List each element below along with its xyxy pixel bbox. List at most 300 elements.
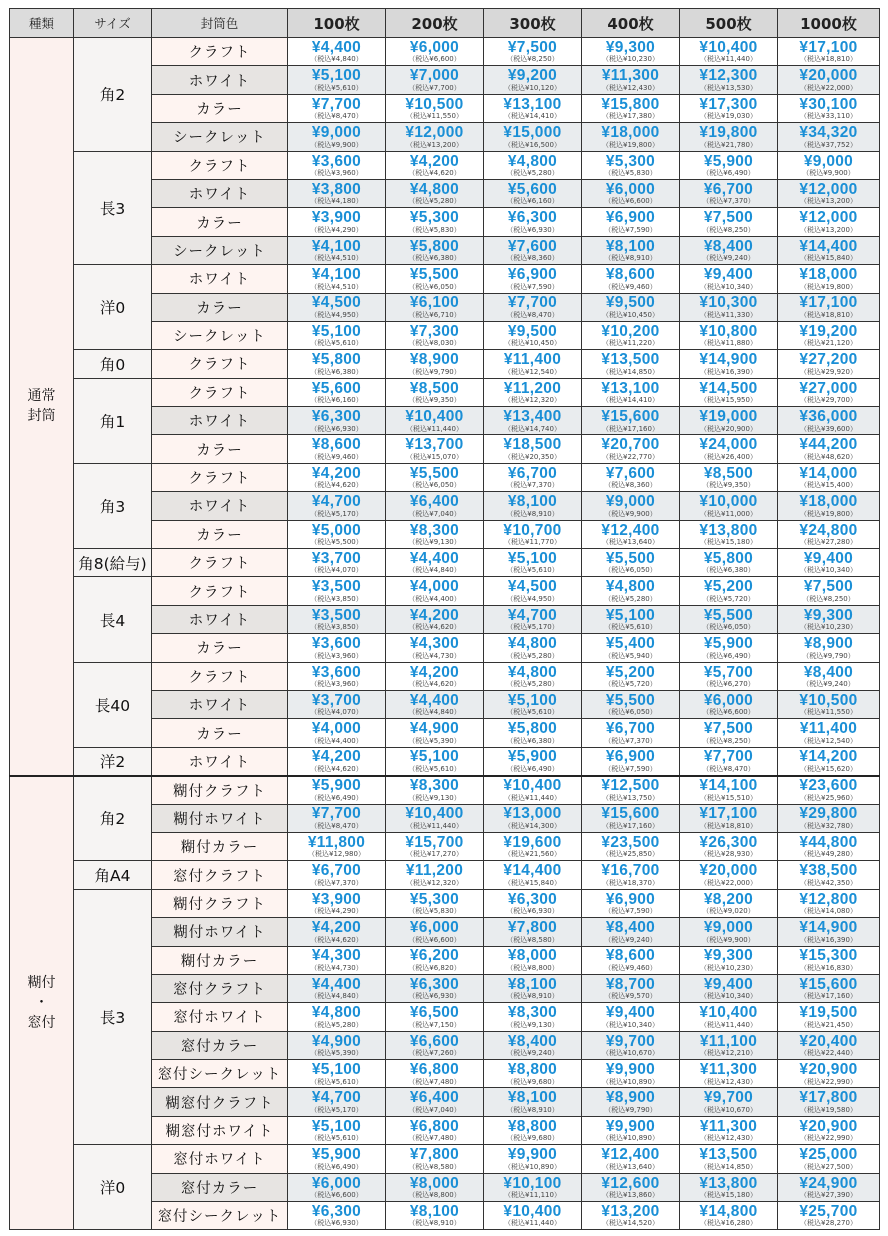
price-cell bbox=[582, 861, 680, 889]
price-tax-included bbox=[582, 1022, 679, 1029]
price-tax-included bbox=[484, 880, 581, 887]
tax-value: ¥9,460 bbox=[331, 452, 356, 461]
price-value: ¥27,200 bbox=[799, 351, 858, 369]
price-value: ¥20,000 bbox=[699, 862, 758, 880]
tax-suffix: ） bbox=[355, 623, 363, 632]
tax-suffix: ） bbox=[453, 1077, 461, 1086]
tax-prefix: （税込 bbox=[310, 1077, 332, 1086]
price-tax-included bbox=[484, 1135, 581, 1142]
price-cell bbox=[386, 577, 484, 605]
price-cell bbox=[680, 918, 778, 946]
price-tax-included bbox=[582, 766, 679, 773]
price-tax-included bbox=[680, 1050, 777, 1057]
tax-value: ¥5,280 bbox=[625, 594, 650, 603]
tax-prefix: （税込 bbox=[604, 963, 626, 972]
price-tax-included bbox=[484, 85, 581, 92]
tax-prefix: （税込 bbox=[310, 1049, 332, 1058]
price-tax-included bbox=[582, 255, 679, 262]
price-cell bbox=[386, 549, 484, 577]
tax-suffix: ） bbox=[355, 339, 363, 348]
price-value: ¥7,600 bbox=[507, 237, 558, 255]
tax-suffix: ） bbox=[453, 623, 461, 632]
price-value: ¥5,200 bbox=[703, 578, 754, 596]
price-value: ¥12,400 bbox=[601, 1146, 660, 1164]
tax-prefix: （税込 bbox=[310, 538, 332, 547]
price-value: ¥4,200 bbox=[409, 606, 460, 624]
tax-prefix: （税込 bbox=[504, 83, 526, 92]
price-cell bbox=[582, 265, 680, 293]
tax-suffix: ） bbox=[551, 736, 559, 745]
price-tax-included bbox=[386, 1079, 483, 1086]
price-value: ¥13,100 bbox=[601, 379, 660, 397]
tax-prefix: （税込 bbox=[310, 708, 332, 717]
tax-value: ¥7,590 bbox=[625, 225, 650, 234]
table-row bbox=[10, 747, 880, 775]
tax-prefix: （税込 bbox=[602, 878, 624, 887]
price-value: ¥10,400 bbox=[503, 777, 562, 795]
tax-suffix: ） bbox=[749, 83, 757, 92]
tax-suffix: ） bbox=[649, 197, 657, 206]
price-cell bbox=[288, 1173, 386, 1201]
price-value: ¥44,800 bbox=[799, 833, 858, 851]
tax-suffix: ） bbox=[453, 310, 461, 319]
tax-prefix: （税込 bbox=[700, 282, 722, 291]
price-tax-included bbox=[484, 284, 581, 291]
tax-value: ¥8,470 bbox=[527, 310, 552, 319]
price-table bbox=[9, 8, 880, 1230]
table-row bbox=[10, 1145, 880, 1173]
tax-value: ¥4,510 bbox=[331, 254, 356, 263]
price-tax-included bbox=[288, 567, 385, 574]
price-cell bbox=[386, 407, 484, 435]
price-cell bbox=[778, 38, 880, 66]
price-tax-included bbox=[386, 880, 483, 887]
price-cell bbox=[288, 577, 386, 605]
price-tax-included bbox=[582, 851, 679, 858]
price-value: ¥17,100 bbox=[799, 294, 858, 312]
tax-suffix: ） bbox=[747, 169, 755, 177]
tax-value: ¥11,440 bbox=[427, 821, 456, 830]
price-value: ¥11,300 bbox=[699, 1117, 758, 1135]
price-tax-included bbox=[582, 511, 679, 518]
price-tax-included bbox=[484, 681, 581, 688]
tax-suffix: ） bbox=[849, 1191, 857, 1200]
price-cell bbox=[680, 690, 778, 718]
tax-prefix: （税込 bbox=[506, 992, 528, 1001]
tax-prefix: （税込 bbox=[506, 680, 528, 689]
price-value: ¥20,400 bbox=[799, 1032, 858, 1050]
price-tax-included bbox=[386, 1220, 483, 1227]
tax-suffix: ） bbox=[355, 367, 363, 376]
tax-prefix: （税込 bbox=[408, 509, 430, 518]
price-value: ¥14,500 bbox=[699, 379, 758, 397]
envelope-color-cell: ホワイト bbox=[152, 690, 288, 718]
tax-prefix: （税込 bbox=[604, 623, 626, 632]
tax-suffix: ） bbox=[455, 452, 463, 461]
price-tax-included bbox=[484, 1107, 581, 1114]
tax-value: ¥5,280 bbox=[527, 651, 552, 660]
price-value: ¥14,100 bbox=[699, 777, 758, 795]
price-tax-included bbox=[778, 766, 879, 773]
tax-value: ¥3,960 bbox=[331, 680, 356, 689]
tax-prefix: （税込 bbox=[602, 339, 624, 348]
price-tax-included bbox=[484, 624, 581, 631]
price-value: ¥36,000 bbox=[799, 408, 858, 426]
price-cell bbox=[582, 776, 680, 804]
price-cell bbox=[386, 208, 484, 236]
price-cell bbox=[582, 1202, 680, 1230]
tax-value: ¥13,640 bbox=[623, 538, 652, 547]
price-cell bbox=[288, 832, 386, 860]
tax-prefix: （税込 bbox=[602, 1162, 624, 1171]
price-value: ¥15,600 bbox=[601, 408, 660, 426]
price-tax-included bbox=[680, 766, 777, 773]
tax-value: ¥13,200 bbox=[427, 140, 456, 149]
price-tax-included bbox=[680, 795, 777, 802]
price-value: ¥3,500 bbox=[311, 606, 362, 624]
price-value: ¥10,400 bbox=[699, 38, 758, 56]
tax-value: ¥48,620 bbox=[821, 452, 850, 461]
tax-value: ¥9,130 bbox=[527, 1020, 552, 1029]
price-cell bbox=[484, 350, 582, 378]
tax-suffix: ） bbox=[849, 878, 857, 887]
tax-value: ¥25,960 bbox=[821, 793, 850, 802]
price-cell bbox=[582, 179, 680, 207]
tax-prefix: （税込 bbox=[308, 850, 330, 859]
price-cell bbox=[778, 293, 880, 321]
tax-prefix: （税込 bbox=[408, 680, 430, 689]
tax-value: ¥6,380 bbox=[527, 736, 552, 745]
tax-suffix: ） bbox=[355, 1134, 363, 1143]
tax-prefix: （税込 bbox=[702, 651, 724, 660]
tax-suffix: ） bbox=[849, 140, 857, 149]
price-tax-included bbox=[582, 198, 679, 205]
tax-value: ¥14,410 bbox=[525, 112, 554, 121]
price-value: ¥7,700 bbox=[703, 748, 754, 766]
envelope-color-cell: 窓付カラー bbox=[152, 1031, 288, 1059]
price-tax-included bbox=[288, 340, 385, 347]
tax-value: ¥6,160 bbox=[527, 197, 552, 206]
price-cell bbox=[778, 690, 880, 718]
price-value: ¥5,100 bbox=[311, 67, 362, 85]
price-cell bbox=[778, 151, 880, 179]
price-cell bbox=[288, 974, 386, 1002]
size-cell: 角A4 bbox=[74, 861, 152, 889]
price-value: ¥20,000 bbox=[799, 67, 858, 85]
price-tax-included bbox=[680, 1220, 777, 1227]
tax-prefix: （税込 bbox=[800, 509, 822, 518]
tax-suffix: ） bbox=[455, 850, 463, 859]
tax-value: ¥6,380 bbox=[429, 254, 454, 263]
tax-prefix: （税込 bbox=[310, 566, 332, 575]
price-cell bbox=[680, 492, 778, 520]
price-tax-included bbox=[288, 596, 385, 603]
tax-suffix: ） bbox=[649, 764, 657, 773]
price-cell bbox=[582, 208, 680, 236]
tax-value: ¥6,160 bbox=[331, 396, 356, 405]
price-cell bbox=[484, 974, 582, 1002]
price-cell bbox=[484, 66, 582, 94]
price-cell bbox=[582, 350, 680, 378]
price-tax-included bbox=[386, 653, 483, 660]
price-cell bbox=[582, 236, 680, 264]
price-tax-included bbox=[484, 937, 581, 944]
tax-prefix: （税込 bbox=[406, 452, 428, 461]
price-cell bbox=[582, 605, 680, 633]
price-value: ¥17,800 bbox=[799, 1089, 858, 1107]
tax-prefix: （税込 bbox=[310, 481, 332, 490]
tax-value: ¥8,030 bbox=[429, 339, 454, 348]
price-tax-included bbox=[288, 937, 385, 944]
tax-value: ¥4,620 bbox=[331, 764, 356, 773]
tax-prefix: （税込 bbox=[504, 367, 526, 376]
price-tax-included bbox=[582, 993, 679, 1000]
tax-prefix: （税込 bbox=[700, 1020, 722, 1029]
tax-suffix: ） bbox=[651, 1162, 659, 1171]
tax-value: ¥6,600 bbox=[429, 55, 454, 64]
tax-value: ¥5,390 bbox=[429, 736, 454, 745]
price-value: ¥4,800 bbox=[507, 663, 558, 681]
price-tax-included bbox=[778, 170, 879, 177]
tax-prefix: （税込 bbox=[800, 424, 822, 433]
tax-suffix: ） bbox=[749, 1162, 757, 1171]
price-cell bbox=[484, 549, 582, 577]
price-tax-included bbox=[288, 1135, 385, 1142]
tax-value: ¥3,850 bbox=[331, 594, 356, 603]
price-value: ¥6,300 bbox=[507, 890, 558, 908]
tax-prefix: （税込 bbox=[602, 310, 624, 319]
tax-value: ¥22,990 bbox=[821, 1077, 850, 1086]
price-value: ¥5,100 bbox=[409, 748, 460, 766]
tax-suffix: ） bbox=[551, 680, 559, 689]
price-cell bbox=[680, 321, 778, 349]
tax-prefix: （税込 bbox=[408, 310, 430, 319]
tax-prefix: （税込 bbox=[310, 310, 332, 319]
tax-prefix: （税込 bbox=[310, 907, 332, 916]
price-tax-included bbox=[288, 1164, 385, 1171]
tax-value: ¥10,120 bbox=[525, 83, 554, 92]
price-value: ¥11,300 bbox=[699, 1061, 758, 1078]
price-value: ¥4,200 bbox=[409, 152, 460, 170]
price-cell bbox=[778, 208, 880, 236]
price-tax-included bbox=[582, 681, 679, 688]
tax-prefix: （税込 bbox=[800, 481, 822, 490]
price-tax-included bbox=[288, 56, 385, 63]
price-value: ¥5,100 bbox=[507, 691, 558, 709]
tax-value: ¥13,750 bbox=[623, 793, 652, 802]
price-value: ¥13,800 bbox=[699, 1174, 758, 1192]
size-cell: 角1 bbox=[74, 378, 152, 463]
price-tax-included bbox=[288, 284, 385, 291]
price-cell bbox=[288, 690, 386, 718]
price-tax-included bbox=[288, 85, 385, 92]
price-cell bbox=[484, 151, 582, 179]
tax-value: ¥6,820 bbox=[429, 963, 454, 972]
price-tax-included bbox=[288, 198, 385, 205]
tax-prefix: （税込 bbox=[602, 1219, 624, 1228]
price-value: ¥4,500 bbox=[311, 294, 362, 312]
price-value: ¥6,500 bbox=[409, 1004, 460, 1022]
tax-value: ¥4,070 bbox=[331, 566, 356, 575]
tax-value: ¥8,250 bbox=[723, 736, 748, 745]
tax-prefix: （税込 bbox=[800, 736, 822, 745]
tax-prefix: （税込 bbox=[408, 566, 430, 575]
price-cell bbox=[778, 378, 880, 406]
tax-suffix: ） bbox=[749, 424, 757, 433]
tax-value: ¥25,850 bbox=[623, 850, 652, 859]
price-value: ¥7,700 bbox=[311, 805, 362, 823]
price-value: ¥14,400 bbox=[503, 862, 562, 880]
price-tax-included bbox=[288, 227, 385, 234]
tax-prefix: （税込 bbox=[602, 1134, 624, 1143]
price-tax-included bbox=[386, 539, 483, 546]
tax-value: ¥22,440 bbox=[821, 1049, 850, 1058]
price-value: ¥4,200 bbox=[311, 748, 362, 766]
tax-prefix: （税込 bbox=[506, 708, 528, 717]
tax-value: ¥7,480 bbox=[429, 1134, 454, 1143]
tax-suffix: ） bbox=[551, 310, 559, 319]
price-value: ¥4,400 bbox=[409, 691, 460, 709]
price-cell bbox=[386, 123, 484, 151]
tax-prefix: （税込 bbox=[310, 55, 332, 64]
tax-suffix: ） bbox=[355, 963, 363, 972]
price-value: ¥5,300 bbox=[409, 209, 460, 227]
price-tax-included bbox=[582, 454, 679, 461]
tax-suffix: ） bbox=[551, 708, 559, 717]
tax-suffix: ） bbox=[749, 509, 757, 518]
tax-suffix: ） bbox=[551, 935, 559, 944]
tax-prefix: （税込 bbox=[408, 1077, 430, 1086]
tax-prefix: （税込 bbox=[310, 935, 332, 944]
tax-prefix: （税込 bbox=[408, 651, 430, 660]
tax-prefix: （税込 bbox=[604, 282, 626, 291]
tax-prefix: （税込 bbox=[700, 112, 722, 121]
price-value: ¥9,000 bbox=[605, 493, 656, 511]
price-cell bbox=[288, 776, 386, 804]
tax-suffix: ） bbox=[849, 992, 857, 1001]
tax-value: ¥15,180 bbox=[721, 1191, 750, 1200]
price-tax-included bbox=[288, 653, 385, 660]
tax-suffix: ） bbox=[849, 764, 857, 773]
tax-suffix: ） bbox=[551, 481, 559, 490]
tax-prefix: （税込 bbox=[604, 736, 626, 745]
tax-suffix: ） bbox=[553, 396, 561, 405]
price-tax-included bbox=[484, 766, 581, 773]
price-tax-included bbox=[484, 312, 581, 319]
price-cell bbox=[386, 747, 484, 775]
tax-suffix: ） bbox=[355, 310, 363, 319]
price-cell bbox=[778, 605, 880, 633]
price-value: ¥19,500 bbox=[799, 1004, 858, 1022]
price-table-body bbox=[10, 38, 880, 1230]
price-value: ¥11,200 bbox=[405, 862, 464, 880]
price-cell bbox=[288, 66, 386, 94]
price-value: ¥10,800 bbox=[699, 322, 758, 340]
price-cell bbox=[778, 321, 880, 349]
tax-prefix: （税込 bbox=[506, 907, 528, 916]
price-value: ¥12,000 bbox=[405, 124, 464, 142]
price-value: ¥25,000 bbox=[799, 1146, 858, 1164]
price-cell bbox=[484, 407, 582, 435]
price-value: ¥17,100 bbox=[799, 38, 858, 56]
price-cell bbox=[582, 577, 680, 605]
tax-value: ¥9,460 bbox=[625, 282, 650, 291]
price-value: ¥3,800 bbox=[311, 180, 362, 198]
price-cell bbox=[680, 38, 778, 66]
price-cell bbox=[484, 918, 582, 946]
tax-value: ¥6,930 bbox=[331, 424, 356, 433]
tax-value: ¥9,350 bbox=[723, 481, 748, 490]
tax-suffix: ） bbox=[355, 680, 363, 689]
tax-value: ¥6,600 bbox=[723, 708, 748, 717]
price-cell bbox=[680, 832, 778, 860]
price-cell bbox=[582, 1173, 680, 1201]
tax-prefix: （税込 bbox=[310, 509, 332, 518]
tax-suffix: ） bbox=[355, 1020, 363, 1029]
price-tax-included bbox=[680, 482, 777, 489]
price-tax-included bbox=[288, 766, 385, 773]
tax-prefix: （税込 bbox=[800, 197, 822, 206]
price-tax-included bbox=[582, 426, 679, 433]
envelope-type-label: 通常 bbox=[27, 388, 56, 405]
price-tax-included bbox=[288, 454, 385, 461]
tax-prefix: （税込 bbox=[310, 254, 332, 263]
tax-value: ¥7,150 bbox=[429, 1020, 454, 1029]
price-cell bbox=[484, 577, 582, 605]
tax-prefix: （税込 bbox=[700, 424, 722, 433]
tax-value: ¥16,390 bbox=[721, 367, 750, 376]
price-cell bbox=[386, 861, 484, 889]
tax-prefix: （税込 bbox=[700, 821, 722, 830]
price-value: ¥23,600 bbox=[799, 777, 858, 795]
tax-suffix: ） bbox=[453, 680, 461, 689]
envelope-color-cell: クラフト bbox=[152, 463, 288, 491]
price-cell bbox=[680, 577, 778, 605]
tax-value: ¥22,990 bbox=[821, 1134, 850, 1143]
price-cell bbox=[582, 378, 680, 406]
price-cell bbox=[680, 378, 778, 406]
envelope-type-label: 窓付 bbox=[27, 1015, 56, 1032]
tax-prefix: （税込 bbox=[602, 367, 624, 376]
tax-value: ¥4,400 bbox=[331, 736, 356, 745]
price-cell bbox=[386, 321, 484, 349]
price-tax-included bbox=[778, 1135, 879, 1142]
price-cell bbox=[288, 634, 386, 662]
price-value: ¥5,500 bbox=[605, 691, 656, 709]
price-tax-included bbox=[484, 1050, 581, 1057]
price-value: ¥9,200 bbox=[507, 67, 558, 85]
price-value: ¥5,100 bbox=[605, 606, 656, 624]
price-tax-included bbox=[680, 624, 777, 631]
tax-suffix: ） bbox=[453, 509, 461, 518]
price-value: ¥11,200 bbox=[503, 379, 562, 397]
price-tax-included bbox=[484, 1164, 581, 1171]
tax-suffix: ） bbox=[551, 197, 559, 206]
tax-value: ¥4,620 bbox=[331, 935, 356, 944]
tax-suffix: ） bbox=[355, 1077, 363, 1086]
tax-prefix: （税込 bbox=[702, 764, 724, 773]
tax-value: ¥5,830 bbox=[429, 907, 454, 916]
size-cell: 洋0 bbox=[74, 1145, 152, 1230]
price-cell bbox=[484, 208, 582, 236]
tax-prefix: （税込 bbox=[408, 169, 430, 177]
tax-prefix: （税込 bbox=[506, 764, 528, 773]
price-value: ¥7,500 bbox=[507, 38, 558, 56]
tax-value: ¥4,620 bbox=[429, 623, 454, 632]
price-value: ¥3,600 bbox=[311, 152, 362, 170]
envelope-color-cell: 糊付クラフト bbox=[152, 889, 288, 917]
price-tax-included bbox=[484, 113, 581, 120]
